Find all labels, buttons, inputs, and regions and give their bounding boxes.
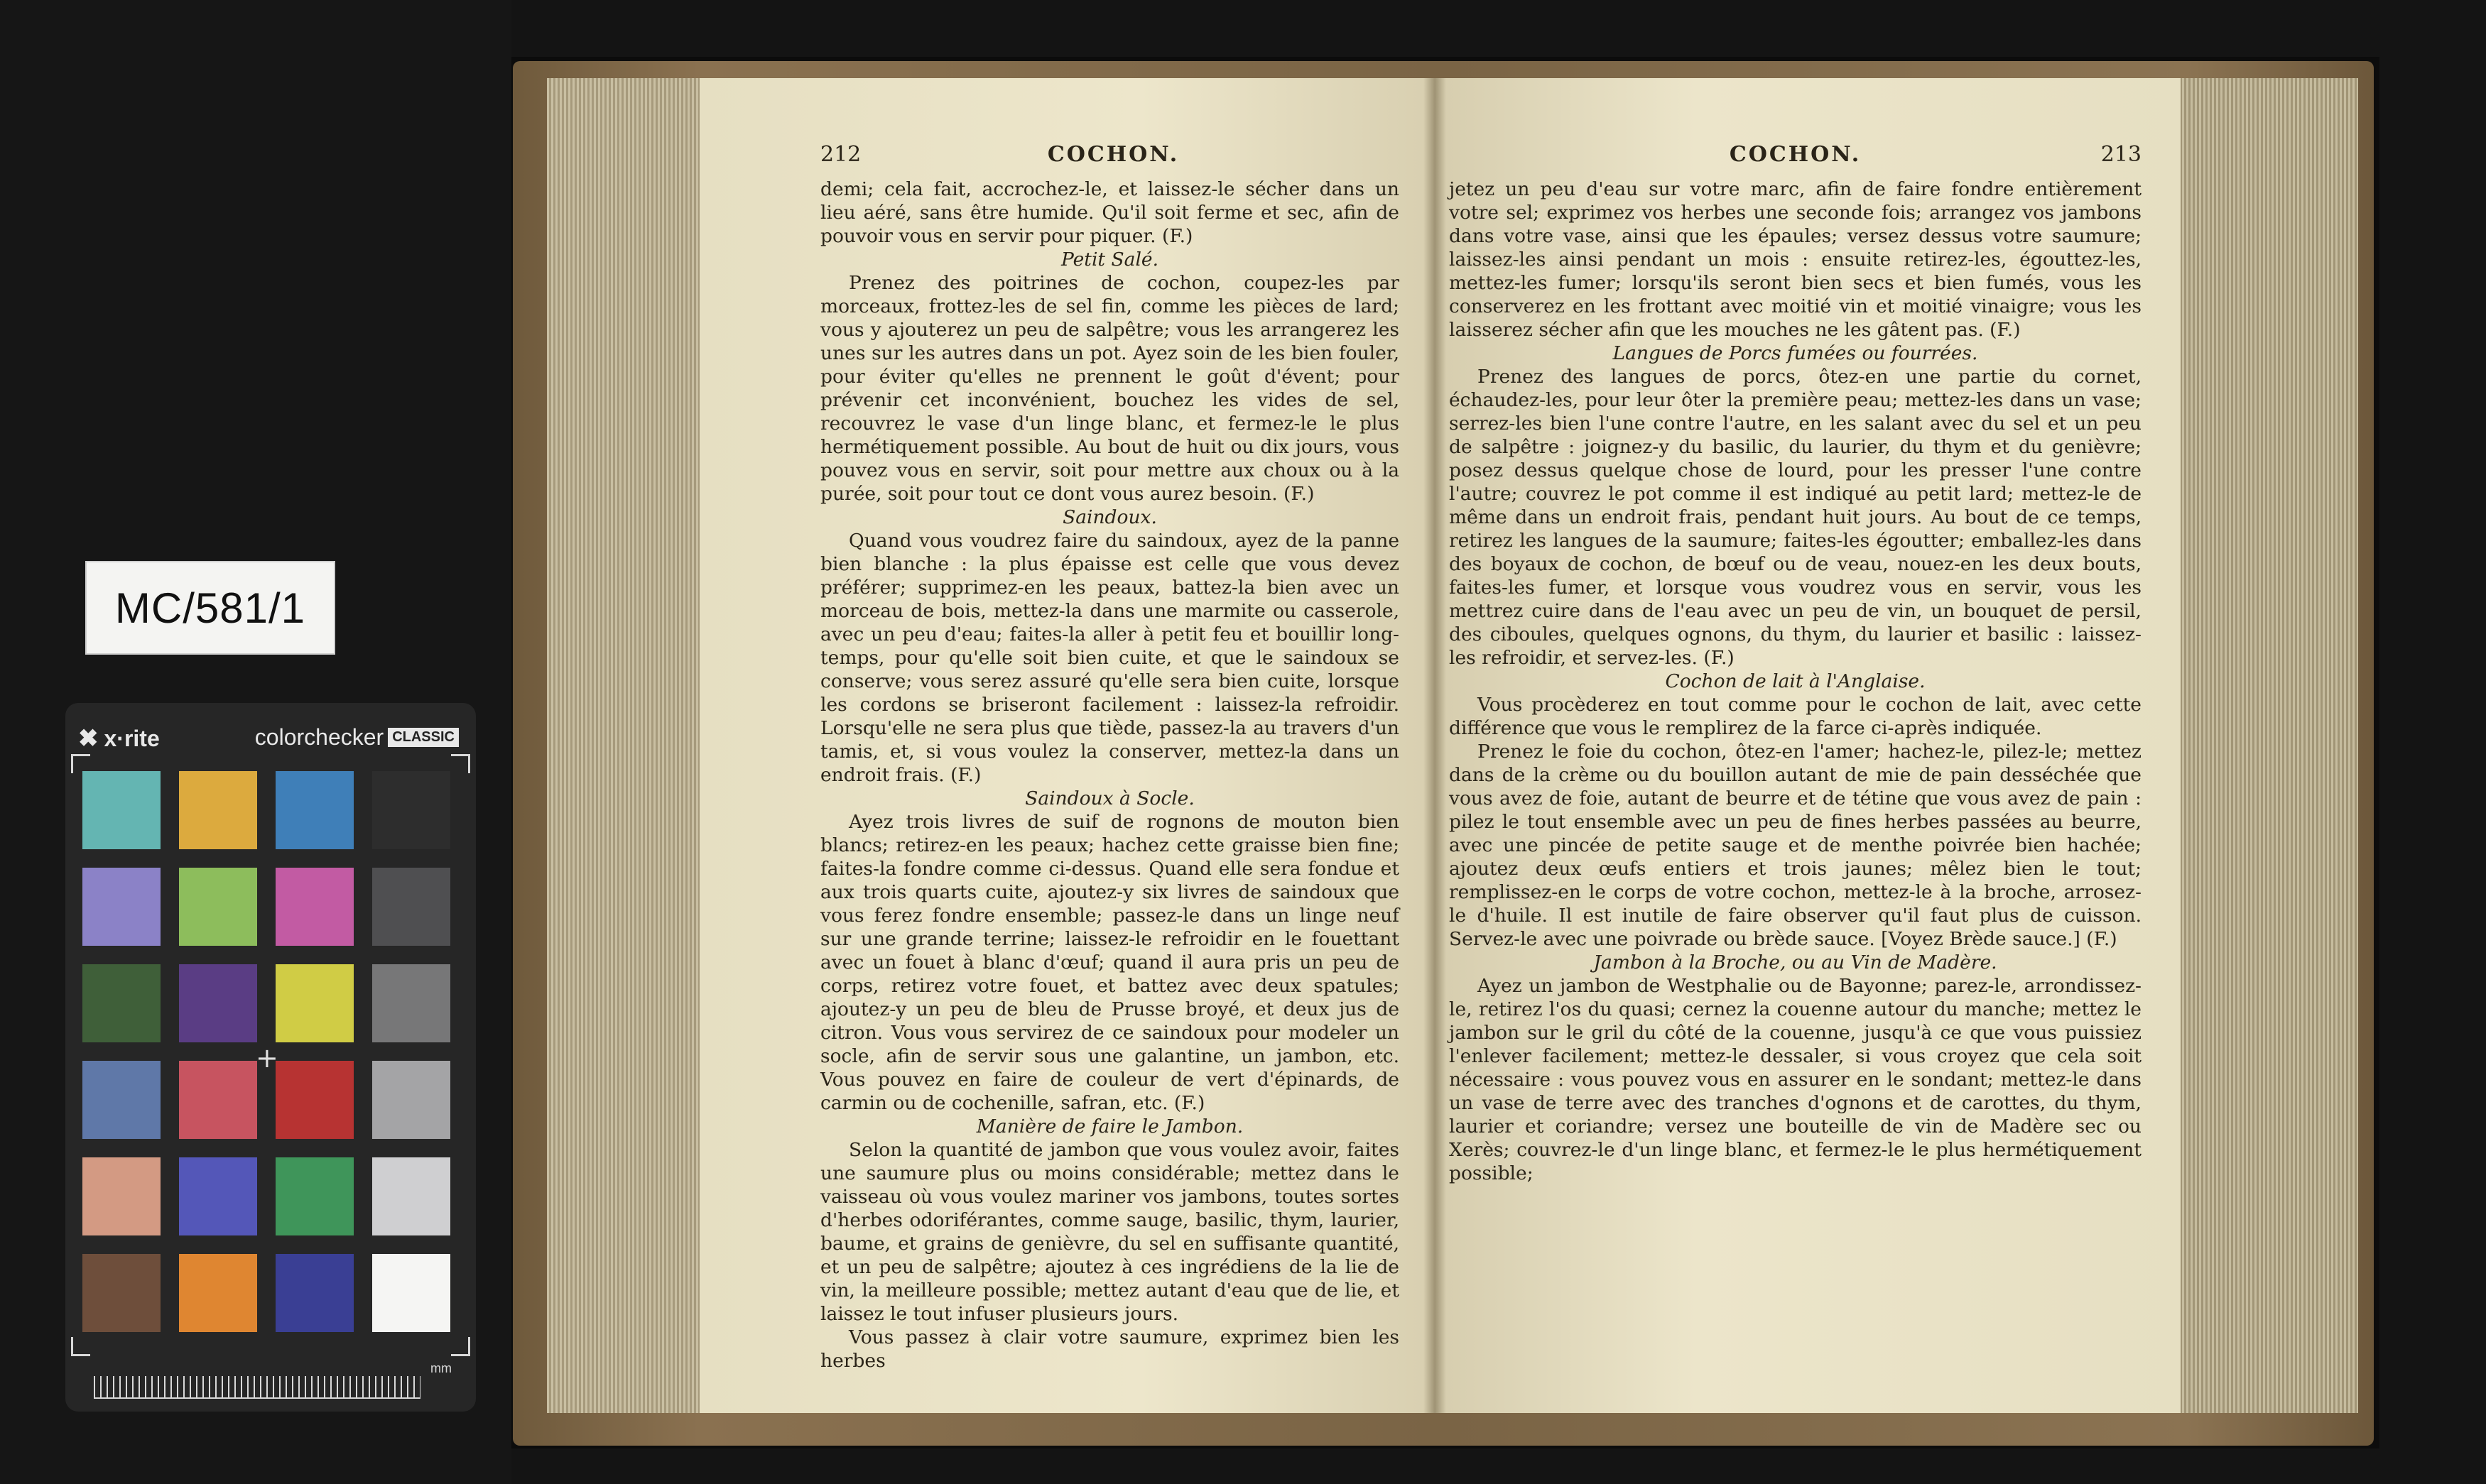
paragraph: Selon la quantité de jambon que vous voulez avoir, faites une saumure plus ou moins considérable; mettez dans le vaisseau où vous voulez mariner vos jambons, toutes sortes d'herbes odoriférantes, comme sauge, basilic, thym, laurier, baume, et grains de genièvre, du sel en suffisante quantité, et un peu de salpêtre; ajoutez à ces ingrédiens de la lie de vin, la meilleure possible; mettez autant d'eau que de lie, et laissez le tout infuser plusieurs jours. xyxy=(820,1139,1399,1325)
color-patch xyxy=(276,771,354,849)
ruler-unit-label: mm xyxy=(430,1361,452,1375)
left-running-head xyxy=(820,142,1406,170)
page-edges-right xyxy=(2173,78,2358,1413)
section-heading: Manière de faire le Jambon. xyxy=(976,1115,1244,1137)
paragraph: Vous passez à clair votre saumure, exprimez bien les herbes xyxy=(820,1326,1399,1372)
xrite-brand-text: x·rite xyxy=(104,725,160,751)
section-heading: Saindoux à Socle. xyxy=(1025,787,1195,809)
color-patch xyxy=(276,868,354,946)
left-page-text xyxy=(820,178,1399,1373)
paragraph: Prenez le foie du cochon, ôtez-en l'amer; hachez-le, pilez-le; mettez dans de la crème ou du bouillon autant de mie de pain desséchée que vous avez de foie, autant de beurre et de tétine que vous avez de pain : pilez le tout ensemble avec un peu de fines herbes passées au beurre, avec une pincée de petite sauge et de menthe poivrée bien hachée; ajoutez deux œufs entiers et trois jaunes; mêlez bien le tout; remplissez-en le corps de votre cochon, mettez-le à la broche, arrosez-le d'huile. Il est inutile de faire observer qu'il faut plus de cuisson. Servez-le avec une poivrade ou brède sauce. [Voyez Brède sauce.] (F.) xyxy=(1449,741,2142,950)
section-heading: Petit Salé. xyxy=(1060,249,1159,271)
color-patch xyxy=(276,964,354,1042)
color-patch xyxy=(179,868,257,946)
color-patch xyxy=(179,1061,257,1139)
paragraph: demi; cela fait, accrochez-le, et laissez-le sécher dans un lieu aéré, sans être humide. Qu'il soit ferme et sec, afin de pouvoir vous en servir pour piquer. (F.) xyxy=(820,178,1399,247)
right-running-head xyxy=(1449,142,2142,170)
registration-corner xyxy=(451,1337,470,1356)
colorchecker-classic-tag: CLASSIC xyxy=(388,728,459,747)
xrite-mark-icon: ✖ xyxy=(78,725,99,752)
paragraph: Ayez trois livres de suif de rognons de mouton bien blancs; retirez-en les peaux; hachez cette graisse bien fine; faites-la fondre comme ci-dessus. Quand elle sera fondue et aux trois quarts cuite, ajoutez-y six livres de saindoux que vous ferez fondre ensemble; passez-le dans un linge neuf sur une grande terrine; laissez-le refroidir en le fouettant avec un fouet à blanc d'œuf; quand il aura pris un peu de corps, retirez votre fouet, et battez avec deux spatules; ajoutez-y un peu de bleu de Prusse broyé, et deux jus de citron. Vous vous servirez de ce saindoux pour modeler un socle, afin de servir sous une galantine, un jambon, etc. Vous pouvez en faire de couleur de vert d'épinards, de carmin ou de cochenille, safran, etc. (F.) xyxy=(820,811,1399,1114)
mm-ruler xyxy=(94,1369,420,1399)
color-patch xyxy=(372,771,450,849)
left-page xyxy=(700,78,1435,1413)
color-patch xyxy=(276,1061,354,1139)
color-patch xyxy=(372,868,450,946)
color-patch xyxy=(179,1157,257,1235)
color-patch xyxy=(82,868,161,946)
registration-corner xyxy=(71,1337,90,1356)
color-patch xyxy=(372,1061,450,1139)
right-page-text xyxy=(1449,178,2142,1185)
paragraph: Prenez des poitrines de cochon, coupez-les par morceaux, frottez-les de sel fin, comme les pièces de lard; vous y ajouterez un peu de salpêtre; vous les arrangerez les unes sur les autres dans un pot. Ayez soin de les bien fouler, pour éviter qu'elles ne prennent le goût d'évent; pour prévenir cet inconvénient, bouchez les vides de sel, recouvrez le vase d'un linge blanc, et fermez-le le plus hermétiquement possible. Au bout de huit ou dix jours, vous pouvez vous en servir, soit pour mettre aux choux ou à la purée, soit pour tout ce dont vous aurez besoin. (F.) xyxy=(820,272,1399,505)
paragraph: Vous procèderez en tout comme pour le cochon de lait, avec cette différence que vous le remplirez de la farce ci-après indiquée. xyxy=(1449,694,2142,739)
color-patch xyxy=(372,964,450,1042)
section-heading: Cochon de lait à l'Anglaise. xyxy=(1665,670,1926,692)
color-patch xyxy=(82,1254,161,1332)
crosshair-icon: + xyxy=(256,1042,278,1074)
color-patch xyxy=(276,1157,354,1235)
color-patch xyxy=(82,771,161,849)
paragraph: jetez un peu d'eau sur votre marc, afin de faire fondre entièrement votre sel; exprimez vos herbes une seconde fois; arrangez vos jambons dans votre vase, ainsi que les épaules; versez dessus votre saumure; laissez-les ainsi pendant un mois : ensuite retirez-les, égouttez-les, mettez-les fumer; lorsqu'ils seront bien secs et bien fumés, vous les conserverez en les frottant avec moitié vin et moitié vinaigre; vous les laisserez sécher afin que les mouches ne les gâtent pas. (F.) xyxy=(1449,178,2142,341)
color-patch xyxy=(179,1254,257,1332)
color-patch xyxy=(276,1254,354,1332)
xrite-logo xyxy=(78,724,160,753)
right-running-title: COCHON. xyxy=(1729,142,1862,167)
right-page xyxy=(1435,78,2181,1413)
left-page-number: 212 xyxy=(820,142,862,167)
paragraph: Prenez des langues de porcs, ôtez-en une partie du cornet, échaudez-les, pour leur ôter la première peau; mettez-les dans un vase; serrez-les bien l'une contre l'autre, en les salant avec du sel et un peu de salpêtre : joignez-y du basilic, du laurier, du thym et du genièvre; posez dessus quelque chose de lourd, pour les presser l'une contre l'autre; couvrez le pot comme il est indiqué au petit lard; mettez-le de même dans un endroit frais, pendant huit jours. Au bout de ce temps, retirez les langues de la saumure; faites-les égoutter; emballez-les dans des boyaux de cochon, de bœuf ou de veau, nouez-en les deux bouts, faites-les fumer, et lorsque vous voudrez vous en servir, vous les mettrez cuire dans de l'eau avec un peu de vin, un bouquet de persil, des ciboules, quelques ognons, du thym, du laurier et basilic : laissez-les refroidir, et servez-les. (F.) xyxy=(1449,366,2142,669)
color-patch xyxy=(372,1254,450,1332)
left-running-title: COCHON. xyxy=(1047,142,1180,167)
archive-reference-text: MC/581/1 xyxy=(114,584,306,632)
section-heading: Saindoux. xyxy=(1063,506,1157,528)
section-heading: Langues de Porcs fumées ou fourrées. xyxy=(1612,342,1978,364)
color-patch xyxy=(372,1157,450,1235)
color-patch xyxy=(179,771,257,849)
color-patch xyxy=(179,964,257,1042)
page-edges-left xyxy=(547,78,710,1413)
color-patch xyxy=(82,1157,161,1235)
book-gutter xyxy=(1423,78,1446,1413)
colorchecker-product-label xyxy=(255,724,459,751)
color-patch xyxy=(82,1061,161,1139)
right-page-number: 213 xyxy=(2100,142,2142,167)
section-heading: Jambon à la Broche, ou au Vin de Madère. xyxy=(1593,951,1997,973)
registration-corner xyxy=(451,754,470,773)
archive-reference-label xyxy=(85,561,335,655)
paragraph: Ayez un jambon de Westphalie ou de Bayonne; parez-le, arrondissez-le, retirez l'os du quasi; cernez la couenne autour du manche; mettez le jambon sur le gril du côté de la couenne, jusqu'à ce que vous puissiez l'enlever facilement; mettez-le dessaler, si vous croyez que cela soit nécessaire : vous pouvez vous en assurer en le sondant; mettez-le dans un vase de terre avec des tranches d'ognons et de carottes, du thym, laurier et coriandre; versez une bouteille de vin de Madère sec ou Xerès; couvrez-le d'un linge blanc, et fermez-le le plus hermétiquement possible; xyxy=(1449,975,2142,1184)
color-checker-card xyxy=(65,703,476,1412)
registration-corner xyxy=(71,754,90,773)
color-patch xyxy=(82,964,161,1042)
paragraph: Quand vous voudrez faire du saindoux, ayez de la panne bien blanche : la plus épaisse est celle que vous devez préférer; supprimez-en les peaux, battez-la bien avec un morceau de bois, mettez-la dans une marmite ou casserole, avec un peu d'eau; faites-la aller à petit feu et bouillir long-temps, pour qu'elle soit bien cuite, et que le saindoux se conserve; vous serez assuré qu'elle sera bien cuite, lorsque les cordons se briseront facilement : laissez-la refroidir. Lorsqu'elle ne sera plus que tiède, passez-la au travers d'un tamis, et, si vous voulez la conserver, mettez-la dans un endroit frais. (F.) xyxy=(820,530,1399,786)
colorchecker-name: colorchecker xyxy=(254,724,384,750)
